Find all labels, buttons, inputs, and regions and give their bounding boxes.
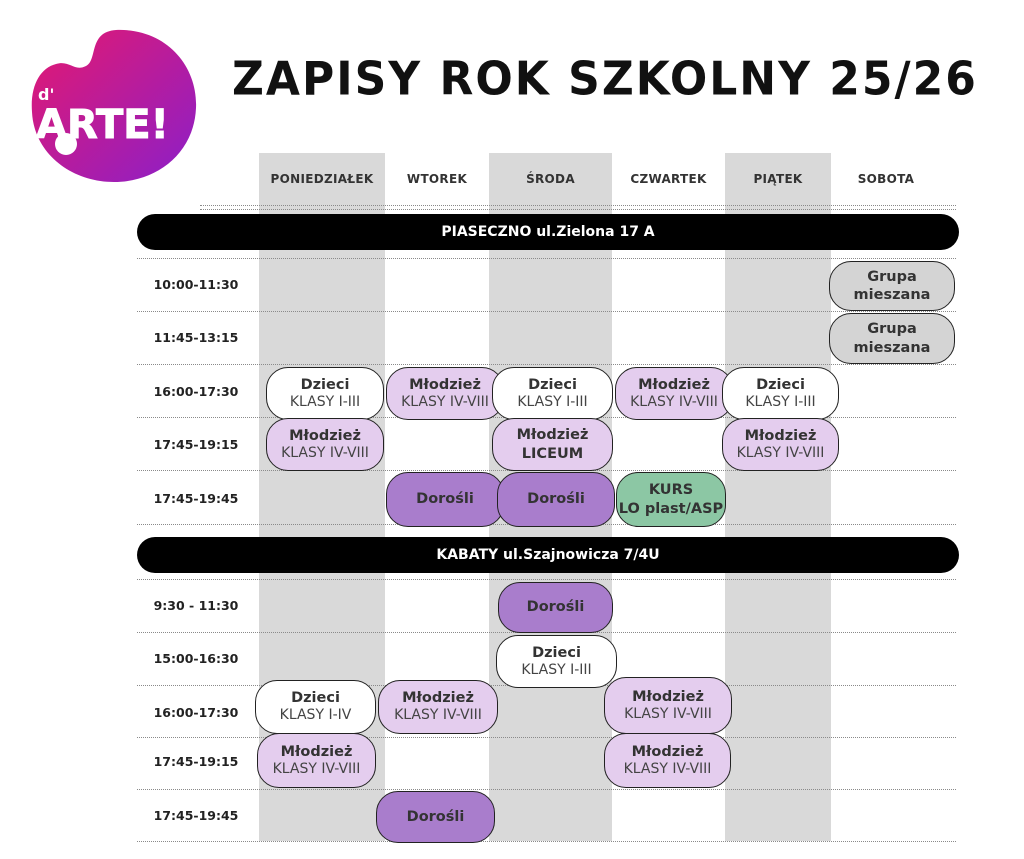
class-pill[interactable] bbox=[257, 733, 376, 788]
time-slot: 10:00-11:30 bbox=[153, 277, 239, 292]
class-name: Młodzież bbox=[744, 427, 817, 444]
class-name: Dzieci bbox=[528, 376, 577, 393]
divider bbox=[137, 258, 956, 259]
class-name: Grupa mieszana bbox=[853, 268, 931, 303]
class-pill[interactable] bbox=[616, 472, 726, 527]
time-slot: 15:00-16:30 bbox=[153, 651, 239, 666]
class-name: Młodzież bbox=[402, 690, 474, 707]
class-name: Młodzież bbox=[631, 743, 704, 760]
page-title: ZAPISY ROK SZKOLNY 25/26 bbox=[232, 52, 978, 107]
class-level: KLASY IV-VIII bbox=[624, 705, 712, 722]
class-name: Dzieci bbox=[756, 376, 805, 393]
class-name: Młodzież bbox=[280, 743, 353, 760]
class-level: KLASY IV-VIII bbox=[623, 760, 712, 777]
class-name: Dzieci bbox=[532, 644, 581, 661]
logo-small-text: d' bbox=[38, 85, 55, 104]
class-level: KLASY IV-VIII bbox=[401, 393, 489, 410]
class-level: LICEUM bbox=[521, 445, 584, 462]
class-level: KLASY IV-VIII bbox=[736, 444, 825, 461]
palette-logo-icon bbox=[26, 26, 198, 184]
class-pill[interactable] bbox=[615, 367, 733, 420]
class-name: Młodzież bbox=[289, 427, 361, 444]
class-pill[interactable] bbox=[378, 680, 498, 734]
logo-text: ARTE! bbox=[36, 102, 169, 148]
class-pill[interactable] bbox=[722, 367, 839, 420]
class-name: Dzieci bbox=[300, 376, 350, 393]
class-level: KLASY IV-VIII bbox=[272, 760, 361, 777]
class-level: KLASY I-III bbox=[521, 661, 592, 678]
class-name: Grupa mieszana bbox=[853, 321, 931, 356]
divider bbox=[137, 841, 956, 842]
divider bbox=[137, 311, 956, 312]
class-pill[interactable] bbox=[604, 733, 731, 788]
divider bbox=[200, 205, 956, 206]
time-slot: 16:00-17:30 bbox=[153, 705, 239, 720]
class-pill[interactable] bbox=[829, 261, 955, 311]
location-bar-piaseczno: PIASECZNO ul.Zielona 17 A bbox=[137, 214, 959, 250]
time-slot: 11:45-13:15 bbox=[153, 330, 239, 345]
class-name: Młodzież bbox=[632, 688, 704, 705]
class-name: Młodzież bbox=[638, 376, 710, 393]
class-name: Dorośli bbox=[527, 491, 585, 508]
class-pill[interactable] bbox=[266, 367, 384, 420]
class-level: KLASY I-IV bbox=[279, 707, 352, 724]
time-slot: 17:45-19:15 bbox=[153, 754, 239, 769]
class-pill[interactable] bbox=[498, 582, 613, 633]
time-slot: 16:00-17:30 bbox=[153, 384, 239, 399]
day-header-thursday: CZWARTEK bbox=[630, 172, 707, 186]
class-name: Dorośli bbox=[406, 808, 465, 825]
class-level: LO plast/ASP bbox=[618, 500, 724, 517]
divider bbox=[137, 364, 956, 365]
divider bbox=[137, 579, 956, 580]
class-name: Dzieci bbox=[291, 690, 340, 707]
day-header-wednesday: ŚRODA bbox=[526, 172, 575, 186]
time-slot: 17:45-19:45 bbox=[153, 491, 239, 506]
day-header-friday: PIĄTEK bbox=[753, 172, 803, 186]
class-name: KURS bbox=[648, 482, 694, 499]
class-pill[interactable] bbox=[492, 418, 613, 471]
class-pill[interactable] bbox=[496, 635, 617, 688]
time-slot: 17:45-19:15 bbox=[153, 437, 239, 452]
class-level: KLASY I-III bbox=[289, 393, 361, 410]
class-level: KLASY IV-VIII bbox=[394, 707, 482, 724]
day-header-monday: PONIEDZIAŁEK bbox=[270, 172, 374, 186]
class-level: KLASY IV-VIII bbox=[630, 393, 718, 410]
class-level: KLASY I-III bbox=[517, 393, 588, 410]
class-name: Dorośli bbox=[526, 599, 585, 616]
class-name: Młodzież bbox=[409, 376, 481, 393]
class-pill[interactable] bbox=[492, 367, 613, 420]
class-pill[interactable] bbox=[386, 367, 504, 420]
day-header-tuesday: WTOREK bbox=[406, 172, 468, 186]
class-name: Dorośli bbox=[416, 491, 474, 508]
location-bar-kabaty: KABATY ul.Szajnowicza 7/4U bbox=[137, 537, 959, 573]
class-pill[interactable] bbox=[386, 472, 504, 527]
divider bbox=[137, 737, 956, 738]
logo bbox=[26, 26, 198, 184]
class-level: KLASY IV-VIII bbox=[281, 444, 369, 461]
divider bbox=[200, 209, 956, 210]
time-slot: 9:30 - 11:30 bbox=[153, 598, 239, 613]
class-pill[interactable] bbox=[255, 680, 376, 734]
class-level: KLASY I-III bbox=[745, 393, 816, 410]
class-pill[interactable] bbox=[497, 472, 615, 527]
divider bbox=[137, 789, 956, 790]
class-name: Młodzież bbox=[516, 427, 589, 444]
class-pill[interactable] bbox=[266, 418, 384, 471]
class-pill[interactable] bbox=[376, 791, 495, 843]
class-pill[interactable] bbox=[722, 418, 839, 471]
time-slot: 17:45-19:45 bbox=[153, 808, 239, 823]
class-pill[interactable] bbox=[829, 313, 955, 364]
day-header-saturday: SOBOTA bbox=[857, 172, 915, 186]
class-pill[interactable] bbox=[604, 677, 732, 734]
